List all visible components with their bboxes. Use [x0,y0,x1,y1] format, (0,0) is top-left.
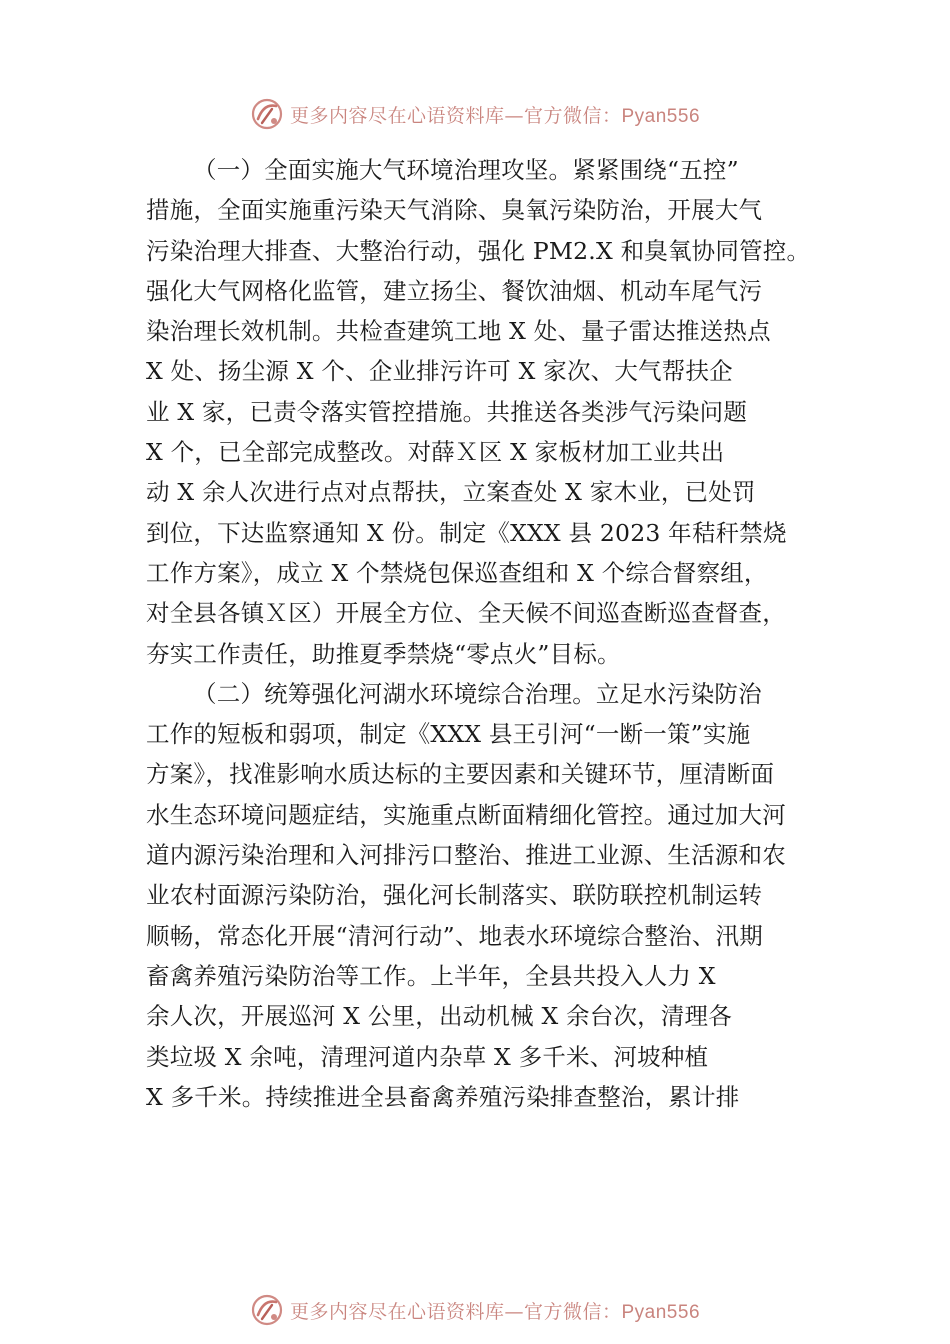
text-line: 方案》，找准影响水质达标的主要因素和关键环节，厘清断面 [146,760,775,789]
text-line: 业 X 家，已责令落实管控措施。共推送各类涉气污染问题 [146,397,748,426]
text-line: X 处、扬尘源 X 个、企业排污许可 X 家次、大气帮扶企 [146,357,733,386]
watermark-text [290,101,700,128]
logo-icon [250,97,284,131]
text-line: 道内源污染治理和入河排污口整治、推进工业源、生活源和农 [146,841,786,870]
text-line: 措施，全面实施重污染天气消除、臭氧污染防治，开展大气 [146,196,763,225]
paragraph-air-governance [146,150,826,674]
watermark-text [290,1297,700,1324]
text-line: 顺畅，常态化开展“清河行动”、地表水环境综合整治、汛期 [146,921,763,950]
text-line: （二）统筹强化河湖水环境综合治理。立足水污染防治 [193,679,762,708]
document-body [146,150,826,1117]
watermark-header [0,94,950,134]
watermark-wechat-id: Pyan556 [621,105,701,127]
text-line: 工作方案》，成立 X 个禁烧包保巡查组和 X 个综合督察组， [146,558,768,587]
paragraph-water-governance [146,674,826,1117]
watermark-footer [0,1290,950,1330]
text-line: 强化大气网格化监管，建立扬尘、餐饮油烟、机动车尾气污 [146,276,763,305]
text-line: 到位，下达监察通知 X 份。制定《XXX 县 2023 年秸秆禁烧 [146,518,787,547]
text-line: 水生态环境问题症结，实施重点断面精细化管控。通过加大河 [146,800,786,829]
watermark-text-cn: 更多内容尽在心语资料库—官方微信： [289,104,622,127]
text-line: 工作的短板和弱项，制定《XXX 县王引河“一断一策”实施 [146,720,751,749]
watermark-text-cn: 更多内容尽在心语资料库—官方微信： [289,1300,622,1323]
text-line: X 个，已全部完成整改。对薛Ｘ区 X 家板材加工业共出 [146,438,725,467]
text-line: 类垃圾 X 余吨，清理河道内杂草 X 多千米、河坡种植 [146,1042,709,1071]
text-line: 业农村面源污染防治，强化河长制落实、联防联控机制运转 [146,881,763,910]
logo-icon [250,1293,284,1327]
text-line: X 多千米。持续推进全县畜禽养殖污染排查整治，累计排 [146,1082,740,1111]
text-line: 染治理长效机制。共检查建筑工地 X 处、量子雷达推送热点 [146,317,771,346]
watermark-wechat-id: Pyan556 [621,1301,701,1323]
text-line: （一）全面实施大气环境治理攻坚。紧紧围绕“五控” [193,156,739,184]
text-line: 污染治理大排查、大整治行动，强化 PM2.X 和臭氧协同管控。 [146,236,811,265]
text-line: 对全县各镇Ｘ区）开展全方位、全天候不间巡查断巡查督查， [146,599,786,628]
text-line: 动 X 余人次进行点对点帮扶，立案查处 X 家木业，已处罚 [146,478,756,507]
text-line: 畜禽养殖污染防治等工作。上半年，全县共投入人力 X [146,961,716,990]
text-line: 余人次，开展巡河 X 公里，出动机械 X 余台次，清理各 [146,1002,732,1031]
text-line: 夯实工作责任，助推夏季禁烧“零点火”目标。 [146,639,621,668]
